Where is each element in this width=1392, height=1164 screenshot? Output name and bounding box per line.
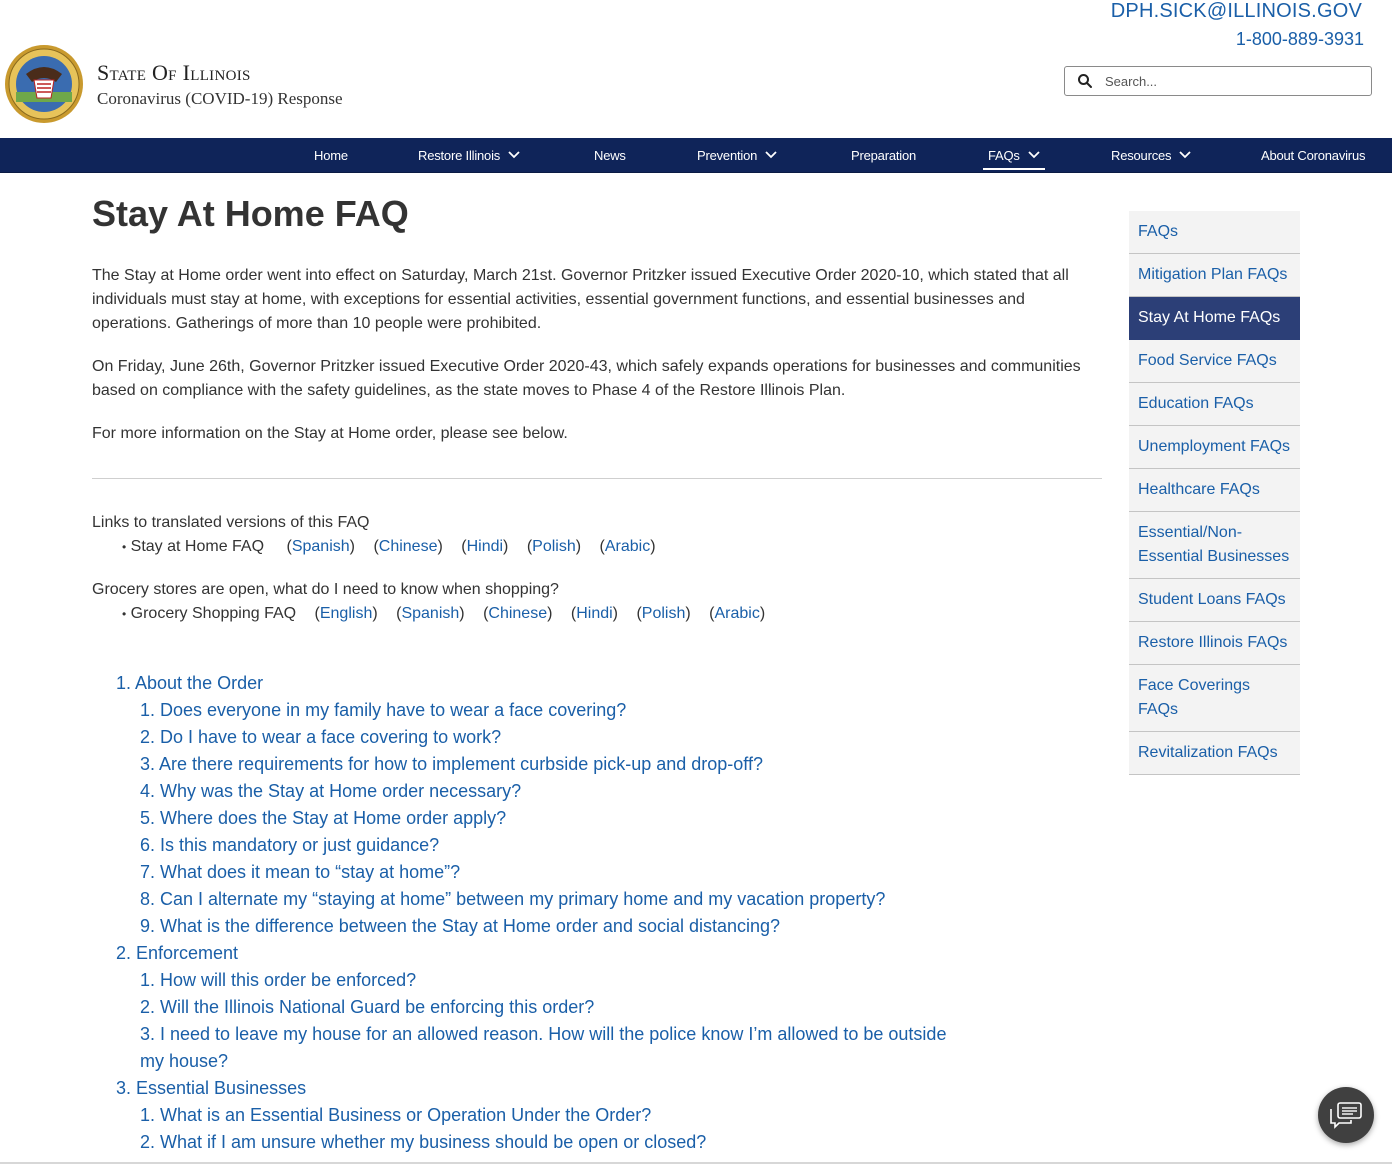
sidebar-item-revitalization[interactable]: Revitalization FAQs xyxy=(1129,732,1300,775)
toc-item-link[interactable]: 2. What if I am unsure whether my business should be open or closed? xyxy=(140,1132,707,1152)
toc-item-link[interactable]: 2. Do I have to wear a face covering to work? xyxy=(140,727,502,747)
sidebar-item-student-loans[interactable]: Student Loans FAQs xyxy=(1129,579,1300,622)
chat-icon xyxy=(1329,1101,1363,1129)
page-title: Stay At Home FAQ xyxy=(92,193,409,234)
table-of-contents xyxy=(116,670,1016,1156)
contact-phone-link[interactable]: 1-800-889-3931 xyxy=(1235,29,1364,49)
toc-item-link[interactable]: 7. What does it mean to “stay at home”? xyxy=(140,862,461,882)
nav-restore-illinois[interactable] xyxy=(418,138,520,172)
site-subtitle[interactable]: Coronavirus (COVID-19) Response xyxy=(97,89,343,108)
grocery-row: • Grocery Shopping FAQ (English) (Spanish) (Chinese) (Hindi) (Polish) (Arabic) xyxy=(122,605,766,622)
grocery-link-polish[interactable]: Polish xyxy=(641,605,686,622)
search-input[interactable] xyxy=(1103,73,1357,90)
nav-label: Preparation xyxy=(851,147,917,163)
bullet: • xyxy=(122,540,127,554)
nav-label: Prevention xyxy=(697,147,758,163)
sidebar-item-food-service[interactable]: Food Service FAQs xyxy=(1129,340,1300,383)
bullet: • xyxy=(122,607,127,621)
nav-preparation[interactable] xyxy=(851,138,916,172)
sidebar-item-faqs[interactable]: FAQs xyxy=(1129,211,1300,254)
site-title[interactable]: State Of Illinois xyxy=(97,60,251,85)
toc-item-link[interactable]: 2. Will the Illinois National Guard be enforcing this order? xyxy=(140,997,595,1017)
toc-section-link[interactable]: 1. About the Order xyxy=(116,673,264,693)
translation-link-spanish[interactable]: Spanish xyxy=(291,538,350,555)
toc-item-link[interactable]: 4. Why was the Stay at Home order necessary? xyxy=(140,781,522,801)
nav-label: Restore Illinois xyxy=(418,147,501,163)
sidebar-item-education[interactable]: Education FAQs xyxy=(1129,383,1300,426)
grocery-item-label: Grocery Shopping FAQ xyxy=(130,605,297,622)
search-icon[interactable] xyxy=(1077,73,1093,89)
nav-label: Resources xyxy=(1111,147,1172,163)
toc-item-link[interactable]: 1. What is an Essential Business or Operation Under the Order? xyxy=(140,1105,652,1125)
toc-item-link[interactable]: 1. Does everyone in my family have to wear a face covering? xyxy=(140,700,627,720)
toc-item-link[interactable]: 9. What is the difference between the Stay at Home order and social distancing? xyxy=(140,916,781,936)
faq-sidebar xyxy=(1129,211,1300,775)
translation-link-arabic[interactable]: Arabic xyxy=(604,538,651,555)
nav-about-coronavirus[interactable] xyxy=(1261,138,1365,172)
contact-email-link[interactable]: DPH.SICK@ILLINOIS.GOV xyxy=(1110,0,1362,22)
translation-item-label: Stay at Home FAQ xyxy=(130,538,265,555)
intro-paragraph: For more information on the Stay at Home order, please see below. xyxy=(92,425,568,442)
toc-item-link[interactable]: 3. I need to leave my house for an allowed reason. How will the police know I’m allowed to be outside my house? xyxy=(140,1024,947,1071)
nav-label: News xyxy=(594,147,626,163)
grocery-link-chinese[interactable]: Chinese xyxy=(488,605,548,622)
sidebar-item-face-coverings[interactable]: Face Coverings FAQs xyxy=(1129,665,1300,732)
nav-label: FAQs xyxy=(988,147,1020,163)
toc-section-link[interactable]: 3. Essential Businesses xyxy=(116,1078,307,1098)
chevron-down-icon xyxy=(508,151,520,159)
state-seal-logo[interactable] xyxy=(4,44,84,124)
grocery-link-spanish[interactable]: Spanish xyxy=(401,605,460,622)
toc-item-link[interactable]: 1. How will this order be enforced? xyxy=(140,970,417,990)
chat-button[interactable] xyxy=(1318,1087,1374,1143)
nav-home[interactable] xyxy=(314,138,348,172)
sidebar-item-healthcare[interactable]: Healthcare FAQs xyxy=(1129,469,1300,512)
sidebar-item-restore-illinois[interactable]: Restore Illinois FAQs xyxy=(1129,622,1300,665)
toc-item-link[interactable]: 6. Is this mandatory or just guidance? xyxy=(140,835,440,855)
sidebar-item-unemployment[interactable]: Unemployment FAQs xyxy=(1129,426,1300,469)
nav-faqs[interactable] xyxy=(988,138,1040,172)
translation-row: • Stay at Home FAQ (Spanish) (Chinese) (Hindi) (Polish) (Arabic) xyxy=(122,538,656,555)
nav-news[interactable] xyxy=(594,138,626,172)
grocery-link-english[interactable]: English xyxy=(319,605,373,622)
sidebar-item-mitigation-plan[interactable]: Mitigation Plan FAQs xyxy=(1129,254,1300,297)
nav-resources[interactable] xyxy=(1111,138,1191,172)
toc-item-link[interactable]: 5. Where does the Stay at Home order apply? xyxy=(140,808,507,828)
translation-link-hindi[interactable]: Hindi xyxy=(466,538,504,555)
translations-block xyxy=(92,511,1092,559)
toc-item-link[interactable]: 3. Are there requirements for how to implement curbside pick-up and drop-off? xyxy=(140,754,763,774)
intro-paragraph: On Friday, June 26th, Governor Pritzker issued Executive Order 2020-43, which safely expands operations for businesses and communities based on compliance with the safety guidelines, as the state moves to Phase 4 of the Restore Illinois Plan. xyxy=(92,358,1081,399)
grocery-block xyxy=(92,578,1092,626)
toc-item-link[interactable]: 8. Can I alternate my “staying at home” between my primary home and my vacation property? xyxy=(140,889,886,909)
grocery-link-hindi[interactable]: Hindi xyxy=(576,605,613,622)
chevron-down-icon xyxy=(1179,151,1191,159)
toc-section-link[interactable]: 2. Enforcement xyxy=(116,943,239,963)
chevron-down-icon xyxy=(765,151,777,159)
grocery-link-arabic[interactable]: Arabic xyxy=(714,605,760,622)
intro-paragraph: The Stay at Home order went into effect on Saturday, March 21st. Governor Pritzker issued Executive Order 2020-10, which stated that all individuals must stay at home, with exceptions for essential activities, essential government functions, and essential businesses and operations. Gatherings of more than 10 people were prohibited. xyxy=(92,267,1069,332)
translations-heading: Links to translated versions of this FAQ xyxy=(92,514,370,531)
sidebar-item-essential-businesses[interactable]: Essential/Non-Essential Businesses xyxy=(1129,512,1300,579)
grocery-heading: Grocery stores are open, what do I need to know when shopping? xyxy=(92,581,559,598)
main-content xyxy=(92,172,1102,1152)
nav-prevention[interactable] xyxy=(697,138,777,172)
nav-label: Home xyxy=(314,147,348,163)
main-navigation xyxy=(0,138,1392,173)
nav-label: About Coronavirus xyxy=(1261,147,1366,163)
site-header xyxy=(0,0,1392,138)
translation-link-polish[interactable]: Polish xyxy=(532,538,576,555)
sidebar-item-stay-at-home[interactable]: Stay At Home FAQs xyxy=(1129,297,1300,340)
chevron-down-icon xyxy=(1028,151,1040,159)
search-box[interactable] xyxy=(1064,66,1372,96)
translation-link-chinese[interactable]: Chinese xyxy=(378,538,438,555)
divider xyxy=(92,478,1102,479)
